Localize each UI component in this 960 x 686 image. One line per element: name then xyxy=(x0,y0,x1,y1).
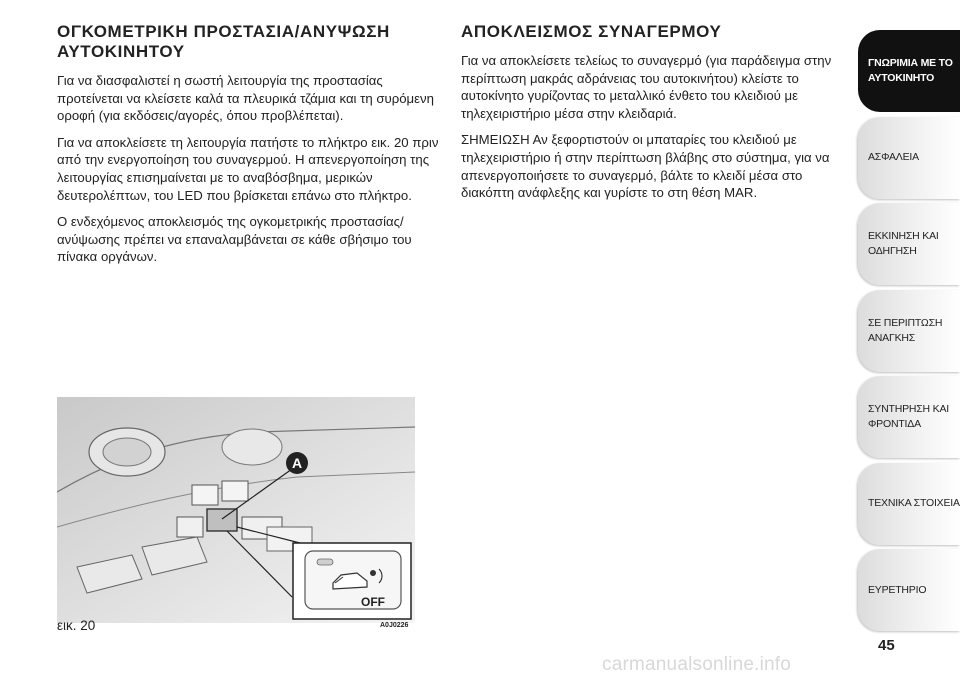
section-title-volumetric-protection: ΟΓΚΟΜΕΤΡΙΚΗ ΠΡΟΣΤΑΣΙΑ/ΑΝΥΨΩΣΗ ΑΥΤΟΚΙΝΗΤΟΥ xyxy=(57,22,390,61)
callout-label-a: A xyxy=(291,455,303,471)
tab-technical-data[interactable] xyxy=(858,463,960,545)
tab-maintenance-and-care[interactable] xyxy=(858,376,960,458)
tab-label: ΕΚΚΙΝΗΣΗ ΚΑΙ ΟΔΗΓΗΣΗ xyxy=(868,230,939,257)
section-title-alarm-deactivation: ΑΠΟΚΛΕΙΣΜΟΣ ΣΥΝΑΓΕΡΜΟΥ xyxy=(461,22,722,41)
tab-safety[interactable] xyxy=(858,117,960,199)
tab-label: ΤΕΧΝΙΚΑ ΣΤΟΙΧΕΙΑ xyxy=(868,497,960,509)
paragraph: Για να αποκλείσετε τελείως το συναγερμό (για παράδειγμα στην περίπτωση μακράς αδράνειας του αυτοκινήτου) κλείστε το αυτοκίνητο γυρίζοντας το μεταλλικό ένθετο του κλειδιού με τηλεχειριστήριο μέσα στην κλειδαριά. xyxy=(461,53,832,121)
figure-20-illustration xyxy=(57,397,415,623)
page-number: 45 xyxy=(878,637,895,654)
paragraph: Ο ενδεχόμενος αποκλεισμός της ογκομετρικής προστασίας/ ανύψωσης πρέπει να επαναλαμβάνεται σε κάθε σβήσιμο του πίνακα οργάνων. xyxy=(57,214,412,265)
watermark: carmanualsonline.info xyxy=(602,654,792,675)
tab-label: ΑΣΦΑΛΕΙΑ xyxy=(868,151,919,163)
paragraph: Για να διασφαλιστεί η σωστή λειτουργία της προστασίας προτείνεται να κλείσετε καλά τα πλευρικά τζάμια και τη συρόμενη οροφή (για εκδόσεις/αγορές, όπου προβλέπεται). xyxy=(57,73,434,124)
figure-caption: εικ. 20 xyxy=(57,618,96,633)
tab-index[interactable] xyxy=(858,549,960,631)
tab-starting-and-driving[interactable] xyxy=(858,203,960,285)
paragraph: ΣΗΜΕΙΩΣΗ Αν ξεφορτιστούν οι μπαταρίες του κλειδιού με τηλεχειριστήριο ή στην περίπτωση βλάβης στο σύστημα, για να απενεργοποιήσετε το συναγερμό, βάλτε το κλειδί μέσα στο διακόπτη ανάφλεξης και γυρίστε το στη θέση MAR. xyxy=(461,132,830,201)
tab-label: ΣΥΝΤΗΡΗΣΗ ΚΑΙ ΦΡΟΝΤΙΔΑ xyxy=(868,403,949,430)
tab-label: ΣΕ ΠΕΡΙΠΤΩΣΗ ΑΝΑΓΚΗΣ xyxy=(868,316,943,344)
off-button-label: OFF xyxy=(361,595,385,609)
tab-label: ΕΥΡΕΤΗΡΙΟ xyxy=(868,583,927,596)
chapter-tabs xyxy=(858,30,960,636)
right-column xyxy=(461,22,841,211)
tab-label: ΓΝΩΡΙΜΙΑ ΜΕ ΤΟ ΑΥΤΟΚΙΝΗΤΟ xyxy=(868,57,953,84)
tab-in-emergency[interactable] xyxy=(858,290,960,372)
left-column xyxy=(57,22,442,275)
paragraph: Για να αποκλείσετε τη λειτουργία πατήστε το πλήκτρο εικ. 20 πριν από την ενεργοποίηση του συναγερμού. Η απενεργοποίηση της λειτουργίας επισημαίνεται με το αναβόσβημα, μερικών δευτερολέπτων, του LED που βρίσκεται επάνω στο πλήκτρο. xyxy=(57,134,439,203)
tab-getting-to-know-car[interactable] xyxy=(858,30,960,112)
figure-code: A0J0226 xyxy=(380,622,409,629)
roof-console-drawing xyxy=(57,397,415,623)
